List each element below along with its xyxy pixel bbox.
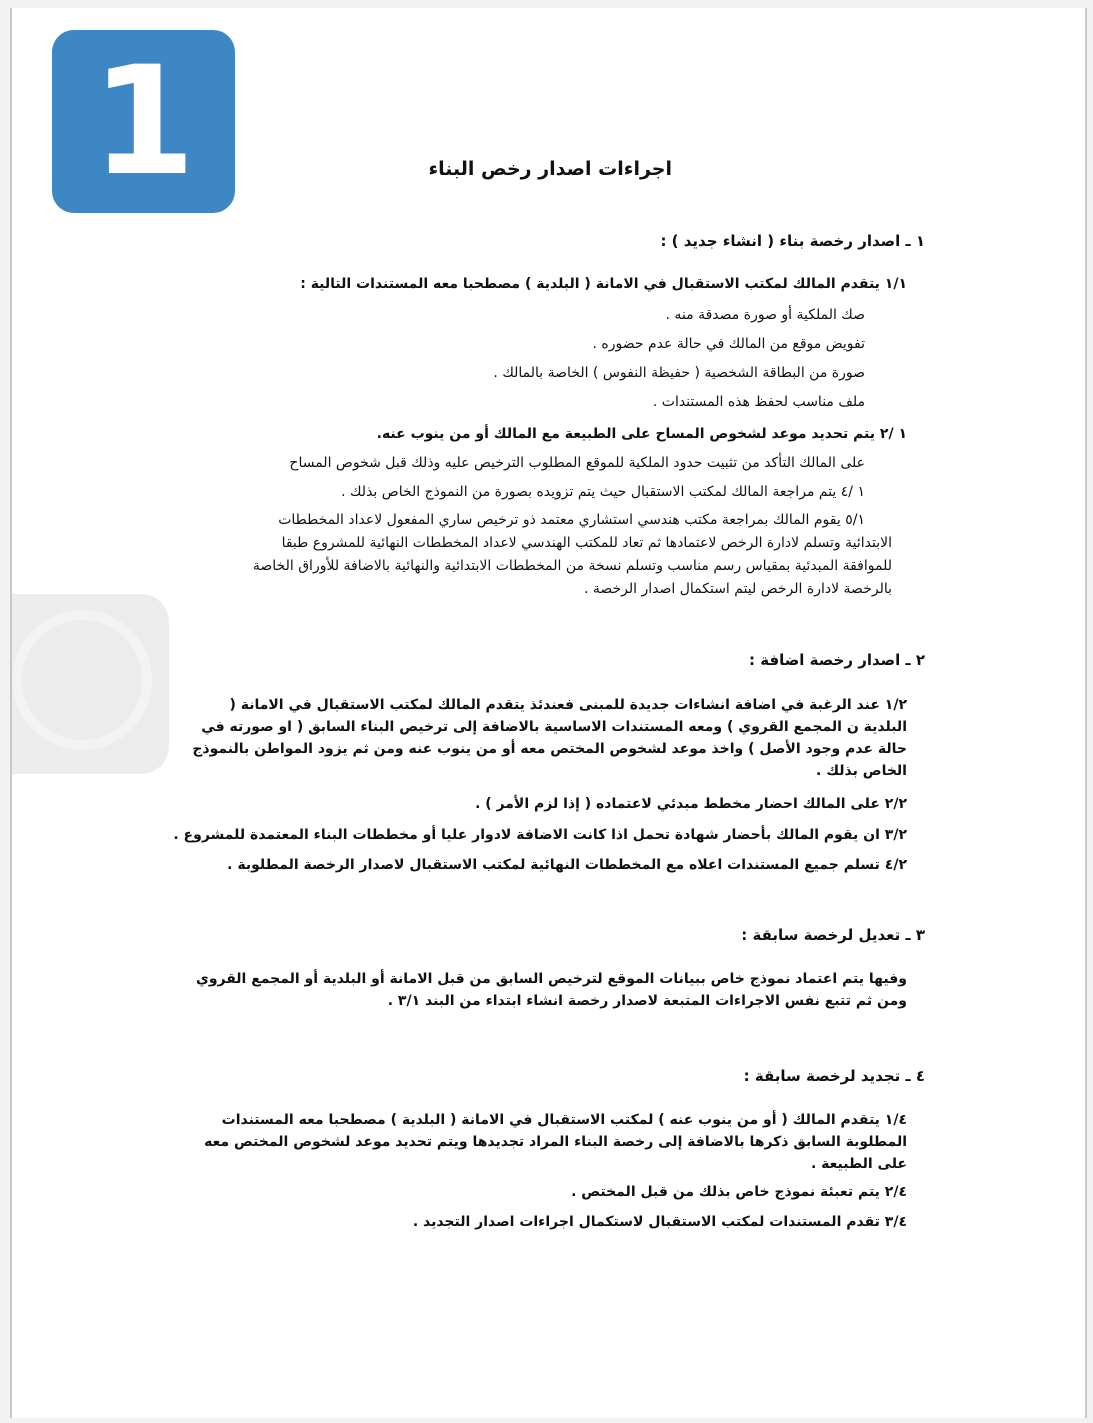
section-1-item-2: ١ /٢ يتم تحديد موعد لشخوص المساح على الطبيعة مع المالك أو من ينوب عنه.	[376, 426, 907, 442]
document-list-item: تفويض موقع من المالك في حالة عدم حضوره .	[592, 336, 865, 352]
page-title: اجراءات اصدار رخص البناء	[428, 158, 672, 180]
chapter-number: 1	[91, 34, 196, 209]
section-4-item-2: ٢/٤ يتم تعبئة نموذج خاص بذلك من قبل المختص .	[571, 1184, 907, 1200]
section-1-item-4: ١ /٤ يتم مراجعة المالك لمكتب الاستقبال حيث يتم تزويده بصورة من النموذج الخاص بذلك .	[341, 484, 865, 500]
section-1-item-2-note: على المالك التأكد من تثبيت حدود الملكية للموقع المطلوب الترخيص عليه وذلك قبل شخوص المساح	[289, 455, 865, 471]
section-1-item-1: ١/١ يتقدم المالك لمكتب الاستقبال في الامانة ( البلدية ) مصطحبا معه المستندات التالية :	[300, 276, 907, 292]
document-list-item: صورة من البطاقة الشخصية ( حفيظة النفوس ) الخاصة بالمالك .	[493, 365, 865, 381]
section-1-item-5-line: بالرخصة لادارة الرخص ليتم استكمال اصدار الرخصة .	[583, 581, 892, 597]
section-3-heading: ٣ ـ تعديل لرخصة سابقة :	[741, 926, 925, 944]
faded-watermark-shape	[10, 594, 169, 774]
section-2-item-2: ٢/٢ على المالك احضار مخطط مبدئي لاعتماده ( إذا لزم الأمر ) .	[475, 796, 907, 812]
section-1-item-5-line: ٥/١ يقوم المالك بمراجعة مكتب هندسي استشاري معتمد ذو ترخيص ساري المفعول لاعداد المخططات	[278, 512, 865, 528]
section-4-item-1: ١/٤ يتقدم المالك ( أو من ينوب عنه ) لمكتب الاستقبال في الامانة ( البلدية ) مصطحبا معه المستندات المطلوبة السابق ذكرها بالاضافة إلى رخصة البناء المراد تجديدها ويتم تحديد موعد لشخوص المختص معه على الطبيعة .	[204, 1112, 907, 1172]
section-2-item-3: ٣/٢ ان يقوم المالك بأحضار شهادة تحمل اذا كانت الاضافة لادوار عليا أو مخططات البناء المعتمدة للمشروع .	[173, 827, 907, 843]
chapter-number-badge	[52, 30, 235, 213]
section-1-item-5-line: للموافقة المبدئية بمقياس رسم مناسب وتسلم نسخة من المخططات الابتدائية والنهائية بالاضافة للأوراق الخاصة	[252, 558, 892, 574]
document-page	[10, 8, 1087, 1418]
section-1-item-5-line: الابتدائية وتسلم لادارة الرخص لاعتمادها ثم تعاد للمكتب الهندسي لاعداد المخططات النهائية للمشروع طبقا	[281, 535, 892, 551]
section-2-heading: ٢ ـ اصدار رخصة اضافة :	[749, 651, 925, 669]
document-list-item: ملف مناسب لحفظ هذه المستندات .	[652, 394, 865, 410]
section-3-paragraph: وفيها يتم اعتماد نموذج خاص ببيانات الموقع لترخيص السابق من قبل الامانة أو البلدية أو المجمع القروي ومن ثم تتبع نفس الاجراءات المتبعة لاصدار رخصة انشاء ابتداء من البند ٣/١ .	[195, 971, 907, 1009]
section-2-item-4: ٤/٢ تسلم جميع المستندات اعلاه مع المخططات النهائية لمكتب الاستقبال لاصدار الرخصة المطلوبة .	[227, 857, 907, 873]
section-2-item-1: ١/٢ عند الرغبة في اضافة انشاءات جديدة للمبنى فعندئذ يتقدم المالك لمكتب الاستقبال في الامانة ( البلدية ن المجمع القروي ) ومعه المستندات الاساسية بالاضافة إلى ترخيص البناء السابق ( او صورته في حالة عدم وجود الأصل ) واخذ موعد لشخوص المختص معه أو من ينوب عنه ومن ثم يزود المواطن بالنموذج الخاص بذلك .	[192, 697, 907, 779]
document-list-item: صك الملكية أو صورة مصدقة منه .	[665, 307, 865, 323]
section-4-heading: ٤ ـ تجديد لرخصة سابقة :	[743, 1067, 925, 1085]
section-4-item-3: ٣/٤ تقدم المستندات لمكتب الاستقبال لاستكمال اجراءات اصدار التجديد .	[412, 1214, 907, 1230]
section-1-heading: ١ ـ اصدار رخصة بناء ( انشاء جديد ) :	[660, 232, 925, 250]
